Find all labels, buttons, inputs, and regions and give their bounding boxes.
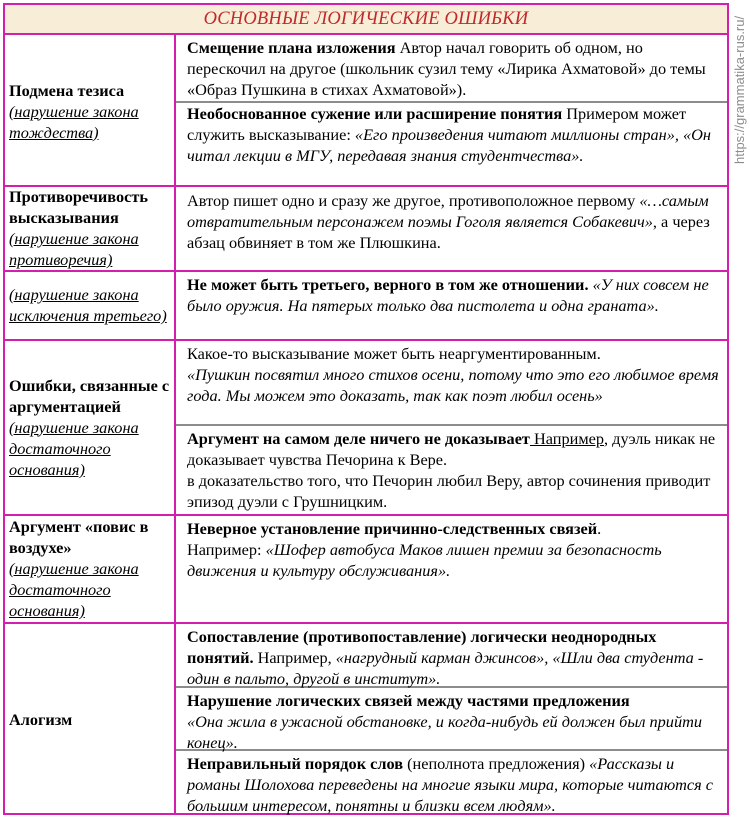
error-name: Ошибки, связанные с аргументацией (9, 375, 170, 416)
item-text: (неполнота предложения) (403, 754, 590, 773)
item-quote: «У них совсем не было оружия. На пятерых только два пистолета и одна граната». (187, 275, 709, 315)
item-quote: «Она жила в ужасной обстановке, и когда-нибудь ей должен был прийти конец». (187, 712, 702, 752)
description-cell (187, 190, 723, 253)
divider (176, 424, 727, 426)
item-quote: «Его произведения читают миллионы стран», «Он читал лекции в МГУ, передавая знания студентчества». (187, 125, 711, 165)
item-heading: Не может быть третьего, верного в том же отношении. (187, 275, 589, 294)
row-label-thesis-substitution (9, 37, 171, 185)
row-label-hanging-argument (9, 515, 171, 622)
item-heading: Нарушение логических связей между частями предложения (187, 691, 630, 710)
error-name: Противоречивость высказывания (9, 187, 148, 227)
row-label-alogism (9, 623, 171, 815)
item-text-2: в доказательство того, что Печорин любил Веру, автор сочинения приводит эпизод дуэли с Грушницким. (187, 471, 711, 511)
item-heading: Неверное установление причинно-следственных связей (187, 519, 598, 538)
item-text: Например: (187, 540, 266, 559)
description-cell (187, 690, 723, 753)
description-cell (187, 343, 723, 406)
error-name: Подмена тезиса (9, 80, 125, 100)
item-quote: «Шофер автобуса Маков лишен премии за безопасность движения и культуру обслуживания». (187, 540, 662, 580)
item-quote: «Рассказы и романы Шолохова переведены на многие языки мира, которые читаются с большим интересом, понятны и близки всем людям». (187, 754, 714, 815)
description-cell (187, 274, 723, 316)
source-watermark: https://grammatika-rus.ru/ (732, 15, 747, 165)
description-cell (187, 428, 723, 512)
law-name: (нарушение закона достаточного основания) (9, 559, 139, 620)
row-label-argumentation (9, 340, 171, 514)
item-text-tail: , а через абзац обвиняет в том же Плюшкина. (187, 212, 710, 252)
table-frame (3, 3, 729, 815)
description-cell (187, 103, 723, 166)
description-cell (187, 37, 723, 100)
row-label-contradiction (9, 186, 171, 270)
item-quote: «нагрудный карман джинсов», «Шли два студента - один в пальто, другой в институт». (187, 648, 704, 688)
item-heading: Необоснованное сужение или расширение понятия (187, 104, 563, 123)
description-cell: Неверное установление причинно-следственных связей. Например: «Шофер автобуса Маков лишен премии за безопасность движения и культуру обслуживания». (187, 519, 662, 580)
description-cell (187, 753, 723, 816)
item-text: Автор начал говорить об одном, но перескочил на другое (школьник сузил тему «Лирика Ахматовой» до темы «Образ Пушкина в стихах Ахматовой»). (187, 38, 706, 99)
item-lead: Например (529, 429, 605, 448)
description-cell (187, 626, 723, 689)
item-heading: Аргумент на самом деле ничего не доказывает (187, 429, 530, 448)
item-quote: «…самым отвратительным персонажем поэмы Гоголя является Собакевич» (187, 191, 709, 231)
item-heading: Смещение плана изложения (187, 38, 396, 57)
item-heading: Неправильный порядок слов (187, 754, 404, 773)
item-quote: «Пушкин посвятил много стихов осени, потому что это его любимое время года. Мы можем это доказать, так как поэт любил осень» (187, 365, 719, 405)
law-name: (нарушение закона противоречия) (9, 229, 139, 269)
error-name: Аргумент «повис в воздухе» (9, 517, 149, 557)
law-name: (нарушение закона исключения третьего) (9, 285, 167, 325)
law-name: (нарушение закона достаточного основания) (9, 417, 139, 479)
item-heading: Сопоставление (противопоставление) логически неоднородных понятий. (187, 627, 657, 667)
table-title: ОСНОВНЫЕ ЛОГИЧЕСКИЕ ОШИБКИ (5, 5, 727, 35)
item-text: Примером может служить высказывание: (187, 104, 687, 144)
error-name: Алогизм (9, 709, 73, 729)
item-text: Например, (253, 648, 336, 667)
item-text: Автор пишет одно и сразу же другое, противоположное первому (187, 191, 640, 210)
item-text: Какое-то высказывание может быть неаргументированным. (187, 344, 601, 363)
law-name: (нарушение закона тождества) (9, 101, 139, 142)
row-label-excluded-middle (9, 271, 171, 339)
item-text: , дуэль никак не доказывает чувства Печорина к Вере. (187, 429, 716, 469)
